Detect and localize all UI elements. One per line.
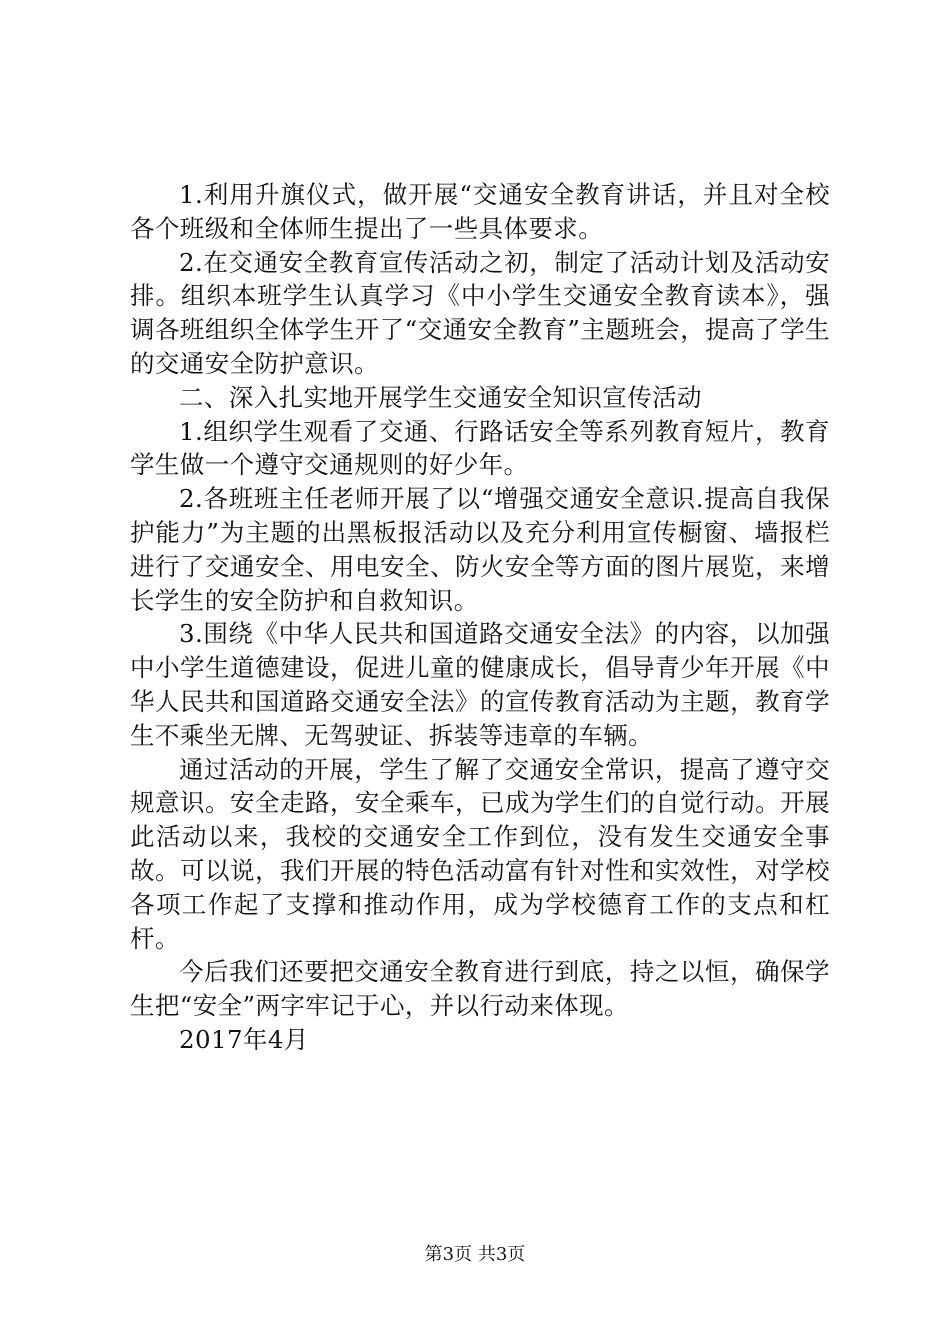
paragraph-6: 通过活动的开展，学生了解了交通安全常识，提高了遵守交规意识。安全走路，安全乘车，已成为学生们的自觉行动。开展此活动以来，我校的交通安全工作到位，没有发生交通安全事故。可以说，我们开展的特色活动富有针对性和实效性，对学校各项工作起了支撑和推动作用，成为学校德育工作的支点和杠杆。 xyxy=(130,754,830,953)
paragraph-5: 3.围绕《中华人民共和国道路交通安全法》的内容，以加强中小学生道德建设，促进儿童的健康成长，倡导青少年开展《中华人民共和国道路交通安全法》的宣传教育活动为主题，教育学生不乘坐无牌、无驾驶证、拆装等违章的车辆。 xyxy=(130,619,830,750)
paragraph-4: 2.各班班主任老师开展了以“增强交通安全意识.提高自我保护能力”为主题的出黑板报活动以及充分利用宣传橱窗、墙报栏进行了交通安全、用电安全、防火安全等方面的图片展览，来增长学生的安全防护和自救知识。 xyxy=(130,484,830,615)
paragraph-7: 今后我们还要把交通安全教育进行到底，持之以恒，确保学生把“安全”两字牢记于心，并以行动来体现。 xyxy=(130,957,830,1021)
document-date: 2017年4月 xyxy=(179,1024,309,1054)
page-footer: 第3页 共3页 xyxy=(424,1244,526,1265)
paragraph-3: 1.组织学生观看了交通、行路话安全等系列教育短片，教育学生做一个遵守交通规则的好少年。 xyxy=(130,416,830,480)
paragraph-2: 2.在交通安全教育宣传活动之初，制定了活动计划及活动安排。组织本班学生认真学习《中小学生交通安全教育读本》，强调各班组织全体学生开了“交通安全教育”主题班会，提高了学生的交通安全防护意识。 xyxy=(130,247,830,378)
document-body xyxy=(130,178,830,1057)
section-heading-2: 二、深入扎实地开展学生交通安全知识宣传活动 xyxy=(179,382,702,412)
paragraph-1: 1.利用升旗仪式，做开展“交通安全教育讲话，并且对全校各个班级和全体师生提出了一些具体要求。 xyxy=(130,180,830,243)
